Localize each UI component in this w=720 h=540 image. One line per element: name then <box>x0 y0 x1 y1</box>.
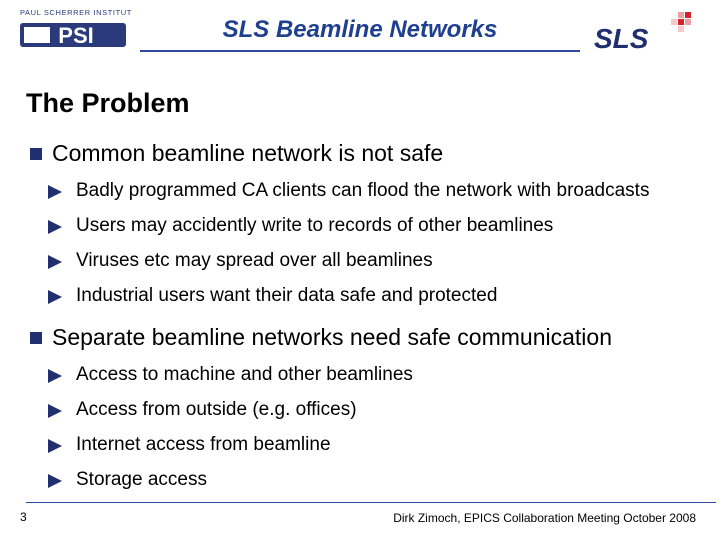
bullet-text: Badly programmed CA clients can flood the network with broadcasts <box>76 180 650 201</box>
triangle-bullet-icon <box>48 185 62 199</box>
bullet-text: Users may accidently write to records of other beamlines <box>76 215 554 236</box>
bullet-text: Internet access from beamline <box>76 434 331 455</box>
bullet-level1 <box>30 322 710 352</box>
footer-divider <box>26 502 716 503</box>
bullet-text: Industrial users want their data safe and protected <box>76 285 498 306</box>
bullet-text: Common beamline network is not safe <box>52 140 444 166</box>
bullet-level2 <box>30 248 710 273</box>
bullet-text: Viruses etc may spread over all beamlines <box>76 250 433 271</box>
bullet-level2 <box>30 432 710 457</box>
sls-logo-text: SLS <box>594 23 649 52</box>
header-divider <box>140 50 580 52</box>
bullet-level2 <box>30 397 710 422</box>
bullet-level1 <box>30 138 710 168</box>
psi-caption: PAUL SCHERRER INSTITUT <box>20 8 132 17</box>
bullet-level2 <box>30 283 710 308</box>
bullet-text: Storage access <box>76 469 207 490</box>
square-bullet-icon <box>30 148 42 160</box>
triangle-bullet-icon <box>48 290 62 304</box>
bullet-level2 <box>30 467 710 492</box>
triangle-bullet-icon <box>48 255 62 269</box>
triangle-bullet-icon <box>48 474 62 488</box>
triangle-bullet-icon <box>48 369 62 383</box>
triangle-bullet-icon <box>48 439 62 453</box>
psi-logo-text: PSI <box>58 23 94 48</box>
bullet-level2 <box>30 362 710 387</box>
bullet-text: Access from outside (e.g. offices) <box>76 399 357 420</box>
bullet-text: Access to machine and other beamlines <box>76 364 413 385</box>
slide-title: The Problem <box>26 88 190 118</box>
page-number: 3 <box>20 510 27 524</box>
sls-grid-icon <box>671 12 691 32</box>
footer-text: Dirk Zimoch, EPICS Collaboration Meeting October 2008 <box>393 511 696 525</box>
header-title: SLS Beamline Networks <box>222 16 498 43</box>
sls-logo <box>594 12 696 52</box>
square-bullet-icon <box>30 332 42 344</box>
triangle-bullet-icon <box>48 404 62 418</box>
bullet-level2 <box>30 178 710 203</box>
bullet-text: Separate beamline networks need safe communication <box>52 324 612 350</box>
slide-content <box>30 138 710 492</box>
bullet-level2 <box>30 213 710 238</box>
triangle-bullet-icon <box>48 220 62 234</box>
